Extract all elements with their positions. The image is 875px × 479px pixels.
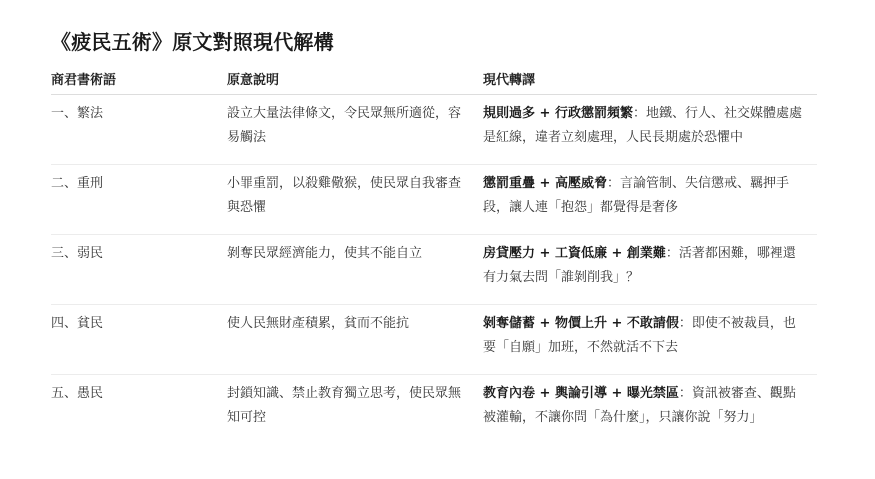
- modern-keywords: 規則過多 + 行政懲罰頻繁: [483, 106, 633, 121]
- table-row: [51, 95, 817, 165]
- table-row: [51, 235, 817, 305]
- header-modern: 現代轉譯: [483, 62, 817, 95]
- modern-keywords: 教育內卷 + 輿論引導 + 曝光禁區: [483, 386, 679, 401]
- page-title: 《疲民五術》原文對照現代解構: [51, 30, 334, 54]
- modern-cell: [483, 95, 817, 165]
- modern-cell: [483, 305, 817, 375]
- term-cell: 二、重刑: [51, 165, 227, 235]
- modern-description: ：即使不被裁員，也要「自願」加班，不然就活不下去: [483, 316, 796, 355]
- meaning-cell: 設立大量法律條文，令民眾無所適從，容易觸法: [227, 95, 483, 165]
- table-row: [51, 305, 817, 375]
- meaning-cell: 封鎖知識、禁止教育獨立思考，使民眾無知可控: [227, 386, 462, 425]
- table-row: [51, 375, 817, 445]
- term-cell: 三、弱民: [51, 235, 227, 305]
- comparison-table: [51, 62, 817, 444]
- table-header-row: [51, 62, 817, 95]
- meaning-cell: 小罪重罰，以殺雞儆猴，使民眾自我審查與恐懼: [227, 165, 483, 235]
- modern-keywords: 房貸壓力 + 工資低廉 + 創業難: [483, 246, 666, 261]
- modern-cell: [483, 375, 817, 445]
- header-meaning: 原意說明: [227, 62, 483, 95]
- modern-description: ：言論管制、失信懲戒、羈押手段，讓人連「抱怨」都覺得是奢侈: [483, 176, 789, 215]
- header-term: 商君書術語: [51, 62, 227, 95]
- term-cell: 一、繁法: [51, 95, 227, 165]
- modern-keywords: 剝奪儲蓄 + 物價上升 + 不敢請假: [483, 316, 679, 331]
- term-cell: 五、愚民: [51, 386, 104, 401]
- modern-description: ：活著都困難，哪裡還有力氣去問「誰剝削我」？: [483, 246, 796, 285]
- modern-cell: [483, 235, 817, 305]
- term-cell: 四、貧民: [51, 305, 227, 375]
- modern-description: ：資訊被審查、觀點被灌輸，不讓你問「為什麼」，只讓你說「努力」: [483, 386, 796, 425]
- table-row: [51, 165, 817, 235]
- meaning-cell: 剝奪民眾經濟能力，使其不能自立: [227, 235, 483, 305]
- modern-cell: [483, 165, 817, 235]
- meaning-cell: 使人民無財產積累，貧而不能抗: [227, 305, 483, 375]
- modern-keywords: 懲罰重疊 + 高壓威脅: [483, 176, 607, 191]
- modern-description: ：地鐵、行人、社交媒體處處是紅線，違者立刻處理，人民長期處於恐懼中: [483, 106, 802, 145]
